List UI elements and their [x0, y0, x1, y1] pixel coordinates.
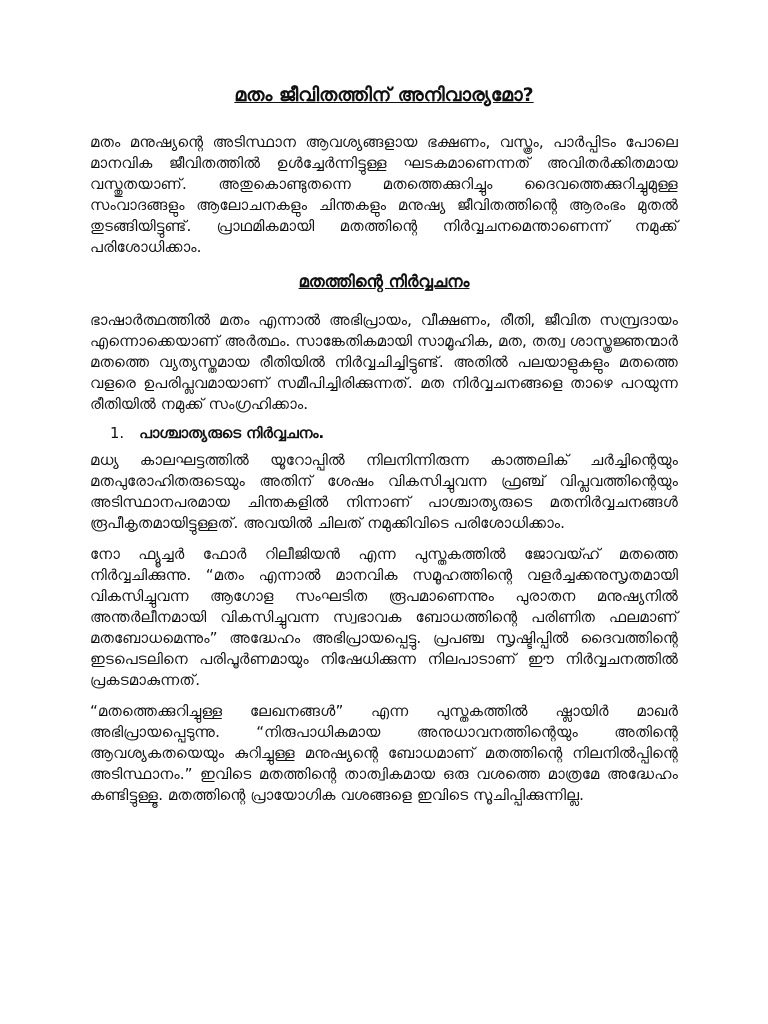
- jovay-paragraph: നോ ഫ്യൂച്ചർ ഫോർ റിലീജിയൻ എന്ന പുസ്തകത്തിൽ ജോവയ്ഹ് മതത്തെ നിർവ്വചിക്കുന്നു. “മതം എന്നാൽ മാനവിക സമൂഹത്തിന്റെ വളർച്ചക്കനുസൃതമായി വികസിച്ചുവന്ന ആഗോള സംഘടിത രൂപമാണെന്നും പുരാതന മനുഷ്യനിൽ അന്തർലീനമായി വികസിച്ചുവന്ന സ്വഭാവക ബോധത്തിന്റെ പരിണിത ഫലമാണ് മതബോധമെന്നും” അദ്ധേഹം അഭിപ്രായപ്പെട്ടു. പ്രപഞ്ച സൃഷ്ടിപ്പിൽ ദൈവത്തിന്റെ ഇടപെടലിനെ പരിപൂർണമായും നിഷേധിക്കുന്ന നിലപാടാണ് ഈ നിർവ്വചനത്തിൽ പ്രകടമാകുന്നത്.: [90, 545, 678, 689]
- document-title: മതം ജീവിതത്തിന് അനിവാര്യമോ?: [234, 84, 534, 106]
- schleiermacher-paragraph: “മതത്തെക്കുറിച്ചുള്ള ലേഖനങ്ങൾ” എന്ന പുസ്തകത്തിൽ ഷ്ലായിർ മാഖർ അഭിപ്രായപ്പെടുന്നു. “നിരുപാധികമായ അനുധാവനത്തിന്റെയും അതിന്റെ ആവശ്യകതയെയും കുറിച്ചുള്ള മനുഷ്യന്റെ ബോധമാണ് മതത്തിന്റെ നിലനിൽപ്പിന്റെ അടിസ്ഥാനം.” ഇവിടെ മതത്തിന്റെ താത്വികമായ ഒരു വശത്തെ മാത്രമേ അദ്ധേഹം കണ്ടിട്ടുള്ളൂ. മതത്തിന്റെ പ്രായോഗിക വശങ്ങളെ ഇവിടെ സൂചിപ്പിക്കുന്നില്ല.: [90, 702, 678, 804]
- list-item-label: പാശ്ചാത്യരുടെ നിർവ്വചനം.: [139, 425, 325, 442]
- list-item-number: 1.: [110, 425, 125, 442]
- definition-paragraph: ഭാഷാർത്ഥത്തിൽ മതം എന്നാൽ അഭിപ്രായം, വീക്ഷണം, രീതി, ജീവിത സമ്പ്രദായം എന്നൊക്കെയാണ് അർത്ഥം. സാങ്കേതികമായി സാമൂഹിക, മത, തത്വ ശാസ്ത്രജ്ഞന്മാർ മതത്തെ വ്യത്യസ്തമായ രീതിയിൽ നിർവ്വചിച്ചിട്ടുണ്ട്. അതിൽ പലയാളുകളും മതത്തെ വളരെ ഉപരിപ്ലവമായാണ് സമീപിച്ചിരിക്കുന്നത്. മത നിർവ്വചനങ്ങളെ താഴെ പറയുന്ന രീതിയിൽ നമുക്ക് സംഗ്രഹിക്കാം.: [90, 311, 678, 413]
- list-item-western-definition: [110, 425, 678, 442]
- western-paragraph: മധ്യ കാലഘട്ടത്തിൽ യൂറോപ്പിൽ നിലനിന്നിരുന്ന കാത്തലിക് ചർച്ചിന്റെയും മതപുരോഹിതരുടെയും അതിന് ശേഷം വികസിച്ചുവന്ന ഫ്രഞ്ച് വിപ്ലവത്തിന്റെയും അടിസ്ഥാനപരമായ ചിന്തകളിൽ നിന്നാണ് പാശ്ചാത്യരുടെ മതനിർവ്വചനങ്ങൾ രൂപീകൃതമായിട്ടുള്ളത്. അവയിൽ ചിലത് നമുക്കിവിടെ പരിശോധിക്കാം.: [90, 451, 678, 532]
- intro-paragraph: മതം മനുഷ്യന്റെ അടിസ്ഥാന ആവശ്യങ്ങളായ ഭക്ഷണം, വസ്ത്രം, പാർപ്പിടം പോലെ മാനവിക ജീവിതത്തിൽ ഉൾച്ചേർന്നിട്ടുള്ള ഘടകമാണെന്നത് അവിതർക്കിതമായ വസ്തുതയാണ്. അതുകൊണ്ടുതന്നെ മതത്തെക്കുറിച്ചും ദൈവത്തെക്കുറിച്ചുമുള്ള സംവാദങ്ങളും ആലോചനകളും ചിന്തകളും മനുഷ്യ ജീവിതത്തിന്റെ ആരംഭം മുതൽ തുടങ്ങിയിട്ടുണ്ട്. പ്രാഥമികമായി മതത്തിന്റെ നിർവ്വചനമെന്താണെന്ന് നമുക്ക് പരിശോധിക്കാം.: [90, 133, 678, 256]
- section-title: മതത്തിന്റെ നിർവ്വചനം: [298, 272, 470, 291]
